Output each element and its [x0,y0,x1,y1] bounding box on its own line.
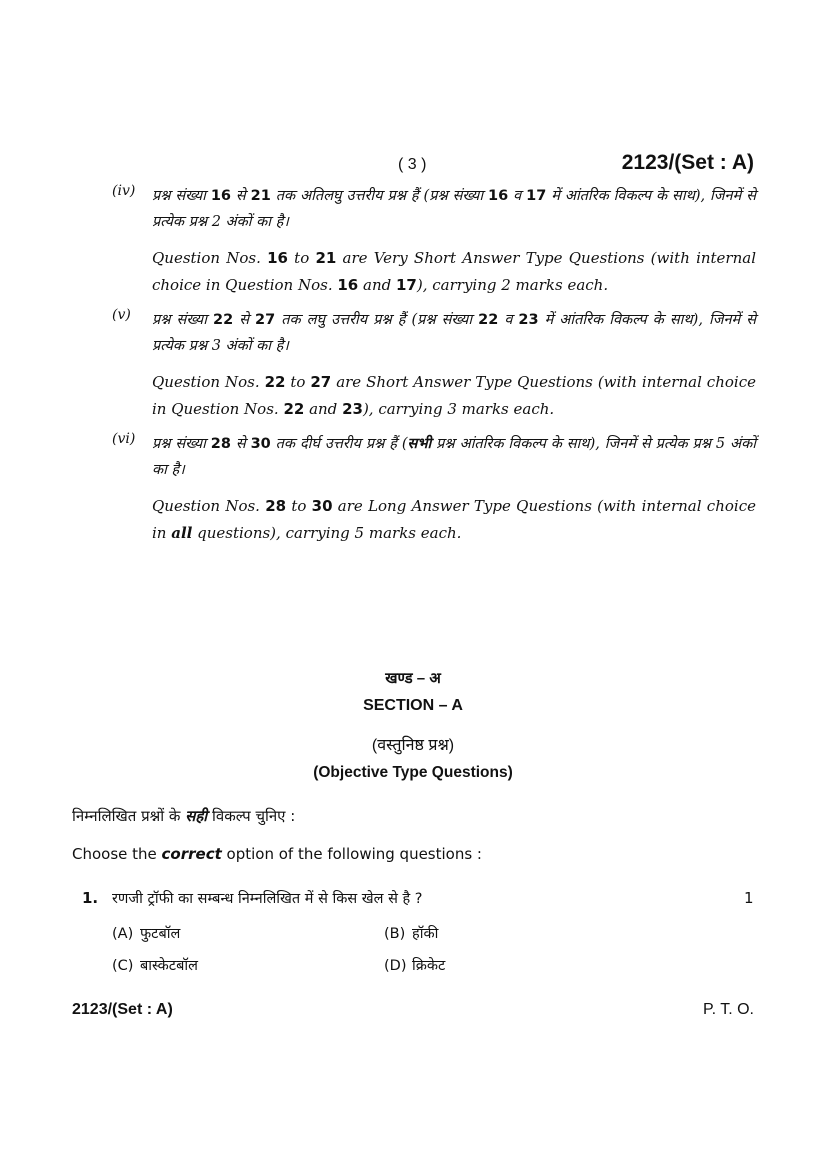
question-number: 1. [82,889,99,907]
set-code-footer: 2123/(Set : A) [72,1001,173,1018]
section-title: SECTION – A [363,697,463,714]
instruction-hindi: प्रश्न संख्या 22 से 27 तक लघु उत्तरीय प्रश्न हैं (प्रश्न संख्या 22 व 23 में आंतरिक विकल्प के साथ), जिनमें से प्रत्येक प्रश्न 3 अंकों का है। [152,312,757,354]
question-text: रणजी ट्रॉफी का सम्बन्ध निम्नलिखित में से किस खेल से है ? [112,891,423,907]
roman-numeral: (vi) [112,431,136,447]
page-number: ( 3 ) [398,156,427,173]
directions-hindi: निम्नलिखित प्रश्नों के सही विकल्प चुनिए : [72,807,296,825]
question-marks: 1 [744,889,754,907]
option-c: (C) बास्केटबॉल [112,958,198,974]
roman-numeral: (v) [112,307,131,323]
instruction-english: Question Nos. 28 to 30 are Long Answer Type Questions (with internal choice in all questions), carrying 5 marks each. [152,497,756,542]
instruction-hindi: प्रश्न संख्या 28 से 30 तक दीर्घ उत्तरीय प्रश्न हैं (सभी प्रश्न आंतरिक विकल्प के साथ), जिनमें से प्रत्येक प्रश्न 5 अंकों का है। [152,435,756,478]
set-code-header: 2123/(Set : A) [621,151,754,174]
pto-label: P. T. O. [703,1001,754,1018]
option-a: (A) फुटबॉल [112,926,181,942]
instruction-hindi: प्रश्न संख्या 16 से 21 तक अतिलघु उत्तरीय प्रश्न हैं (प्रश्न संख्या 16 व 17 में आंतरिक विकल्प के साथ), जिनमें से प्रत्येक प्रश्न 2 अंकों का है। [152,188,757,230]
roman-numeral: (iv) [112,183,136,199]
instruction-item-v [112,307,756,423]
directions-english: Choose the correct option of the following questions : [72,845,482,863]
instruction-item-vi [112,431,756,547]
option-d: (D) क्रिकेट [384,958,446,974]
section-subtitle: (Objective Type Questions) [313,764,513,781]
instruction-english: Question Nos. 16 to 21 are Very Short Answer Type Questions (with internal choice in Question Nos. 16 and 17), carrying 2 marks each. [152,249,756,294]
instruction-english: Question Nos. 22 to 27 are Short Answer Type Questions (with internal choice in Question Nos. 22 and 23), carrying 3 marks each. [152,373,756,418]
section-title-hindi: खण्ड – अ [385,670,441,687]
option-b: (B) हॉकी [384,926,439,942]
section-subtitle-hindi: (वस्तुनिष्ठ प्रश्न) [371,737,455,754]
instruction-item-iv [112,183,756,299]
